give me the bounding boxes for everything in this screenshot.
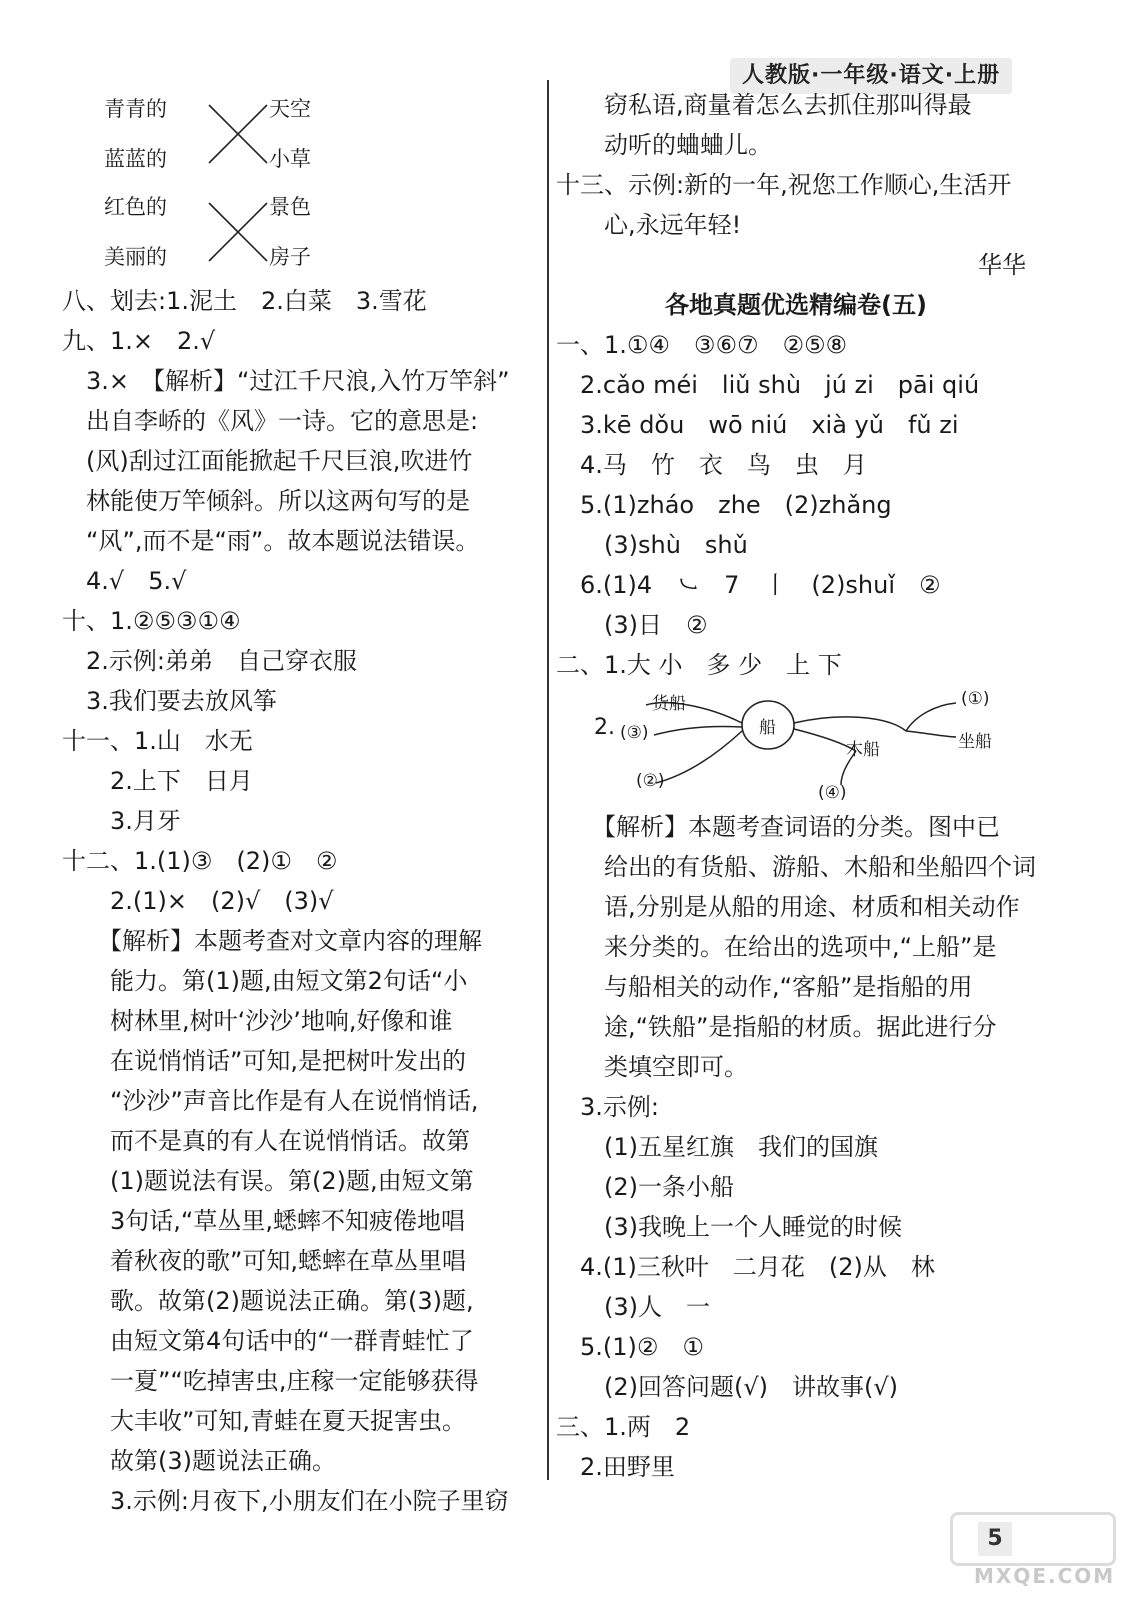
section-title: 各地真题优选精编卷(五) <box>665 291 927 319</box>
answer-line: (3)人 一 <box>556 1293 710 1321</box>
answer-line: 故第(3)题说法正确。 <box>62 1447 336 1475</box>
answer-line: 而不是真的有人在说悄悄话。故第 <box>62 1127 470 1155</box>
diagram-center-label: 船 <box>759 718 776 738</box>
answer-line: 大丰收”可知,青蛙在夏天捉害虫。 <box>62 1407 467 1435</box>
answer-line: 十二、1.(1)③ (2)① ② <box>62 847 338 875</box>
answer-line: 出自李峤的《风》一诗。它的意思是: <box>62 407 479 435</box>
answer-line: 与船相关的动作,“客船”是指船的用 <box>556 973 973 1001</box>
answer-line: 6.(1)4 ㇃ 7 丨 (2)shuǐ ② <box>556 571 941 599</box>
answer-line: (风)刮过江面能掀起千尺巨浪,吹进竹 <box>62 447 473 475</box>
answer-line: 5.(1)zháo zhe (2)zhǎng <box>556 491 892 519</box>
answer-line: 窃私语,商量着怎么去抓住那叫得最 <box>556 91 972 119</box>
answer-line: (2)回答问题(√) 讲故事(√) <box>556 1373 899 1401</box>
book-edition-tag: 人教版·一年级·语文·上册 <box>730 58 1012 94</box>
answer-line: 十、1.②⑤③①④ <box>62 607 241 635</box>
answer-line: 林能使万竿倾斜。所以这两句写的是 <box>62 487 470 515</box>
answer-line: (1)题说法有误。第(2)题,由短文第 <box>62 1167 474 1195</box>
answer-line: 2.(1)× (2)√ (3)√ <box>62 887 334 915</box>
answer-line: 心,永远年轻! <box>556 211 742 239</box>
answer-line: 【解析】本题考查词语的分类。图中已 <box>556 813 1000 841</box>
answer-line: 3.我们要去放风筝 <box>62 687 277 715</box>
answer-line: 4.(1)三秋叶 二月花 (2)从 林 <box>556 1253 935 1281</box>
match-cross-lines <box>207 201 269 265</box>
answer-line: 3.示例: <box>556 1093 659 1121</box>
match-right-2: 房子 <box>269 245 311 269</box>
answer-line: 一、1.①④ ③⑥⑦ ②⑤⑧ <box>556 331 848 359</box>
answer-line: “沙沙”声音比作是有人在说悄悄话, <box>62 1087 479 1115</box>
word-match-1 <box>104 85 542 183</box>
match-right-1: 景色 <box>269 195 311 219</box>
answer-line: 类填空即可。 <box>556 1053 748 1081</box>
answer-line: 3.kē dǒu wō niú xià yǔ fǔ zi <box>556 411 959 439</box>
answer-line: 十三、示例:新的一年,祝您工作顺心,生活开 <box>556 171 1012 199</box>
match-cross-lines <box>207 103 269 167</box>
word-match-2 <box>104 183 542 281</box>
match-left-1: 红色的 <box>104 195 167 219</box>
right-column <box>556 85 1036 1487</box>
answer-line: 3.月牙 <box>62 807 181 835</box>
answer-line: 八、划去:1.泥土 2.白菜 3.雪花 <box>62 287 427 315</box>
answer-line: 2.cǎo méi liǔ shù jú zi pāi qiú <box>556 371 980 399</box>
diagram-label-muchuan: 木船 <box>846 740 880 760</box>
answer-line: 3句话,“草丛里,蟋蟀不知疲倦地唱 <box>62 1207 465 1235</box>
answer-line: 由短文第4句话中的“一群青蛙忙了 <box>62 1327 474 1355</box>
answer-line: 着秋夜的歌”可知,蟋蟀在草丛里唱 <box>62 1247 467 1275</box>
answer-line: 2.田野里 <box>556 1453 675 1481</box>
match-right-1: 天空 <box>269 97 311 121</box>
match-left-2: 美丽的 <box>104 245 167 269</box>
answer-line: 能力。第(1)题,由短文第2句话“小 <box>62 967 468 995</box>
answer-line: “风”,而不是“雨”。故本题说法错误。 <box>62 527 480 555</box>
page-number: 5 <box>978 1522 1012 1556</box>
answer-line: 2.上下 日月 <box>62 767 253 795</box>
diagram-label-zuochuan: 坐船 <box>958 732 992 752</box>
left-column <box>62 85 542 1521</box>
match-left-2: 蓝蓝的 <box>104 147 167 171</box>
answer-line: 4.马 竹 衣 鸟 虫 月 <box>556 451 867 479</box>
answer-line: 5.(1)② ① <box>556 1333 704 1361</box>
answer-line: 【解析】本题考查对文章内容的理解 <box>62 927 482 955</box>
answer-line: 途,“铁船”是指船的材质。据此进行分 <box>556 1013 997 1041</box>
diagram-blank-1: (①) <box>961 689 990 709</box>
signature: 华华 <box>978 251 1026 279</box>
answer-line: 歌。故第(2)题说法正确。第(3)题, <box>62 1287 474 1315</box>
diagram-blank-2: (②) <box>636 771 665 791</box>
match-right-2: 小草 <box>269 147 311 171</box>
watermark-badge-icon <box>950 1512 1116 1566</box>
answer-line: 给出的有货船、游船、木船和坐船四个词 <box>556 853 1036 881</box>
answer-line: 3.× 【解析】“过江千尺浪,入竹万竿斜” <box>62 367 510 395</box>
answer-line: 九、1.× 2.√ <box>62 327 216 355</box>
answer-line: 一夏”“吃掉害虫,庄稼一定能够获得 <box>62 1367 479 1395</box>
diagram-label-huochuan: 货船 <box>652 694 686 714</box>
column-divider <box>547 80 549 1480</box>
answer-line: 2.示例:弟弟 自己穿衣服 <box>62 647 357 675</box>
diagram-item-number: 2. <box>594 715 615 740</box>
answer-line: 树林里,树叶‘沙沙’地响,好像和谁 <box>62 1007 453 1035</box>
answer-line: (3)我晚上一个人睡觉的时候 <box>556 1213 902 1241</box>
watermark-logo <box>950 1512 1120 1594</box>
answer-line: 动听的蛐蛐儿。 <box>556 131 772 159</box>
answer-line: (3)日 ② <box>556 611 708 639</box>
diagram-blank-4: (④) <box>818 783 847 803</box>
answer-line: (1)五星红旗 我们的国旗 <box>556 1133 878 1161</box>
match-left-1: 青青的 <box>104 97 167 121</box>
answer-line: 语,分别是从船的用途、材质和相关动作 <box>556 893 1020 921</box>
answer-line: 在说悄悄话”可知,是把树叶发出的 <box>62 1047 467 1075</box>
answer-line: 3.示例:月夜下,小朋友们在小院子里窃 <box>62 1487 509 1515</box>
answer-line: 十一、1.山 水无 <box>62 727 253 755</box>
answer-line: 三、1.两 2 <box>556 1413 691 1441</box>
answer-line: (2)一条小船 <box>556 1173 734 1201</box>
diagram-blank-3: (③) <box>620 723 649 743</box>
answer-line: 二、1.大 小 多 少 上 下 <box>556 651 842 679</box>
answer-line: (3)shù shǔ <box>556 531 748 559</box>
boat-classification-diagram <box>556 685 1036 807</box>
answer-line: 4.√ 5.√ <box>62 567 187 595</box>
answer-line: 来分类的。在给出的选项中,“上船”是 <box>556 933 997 961</box>
watermark-text: MXQE.COM <box>974 1564 1116 1588</box>
